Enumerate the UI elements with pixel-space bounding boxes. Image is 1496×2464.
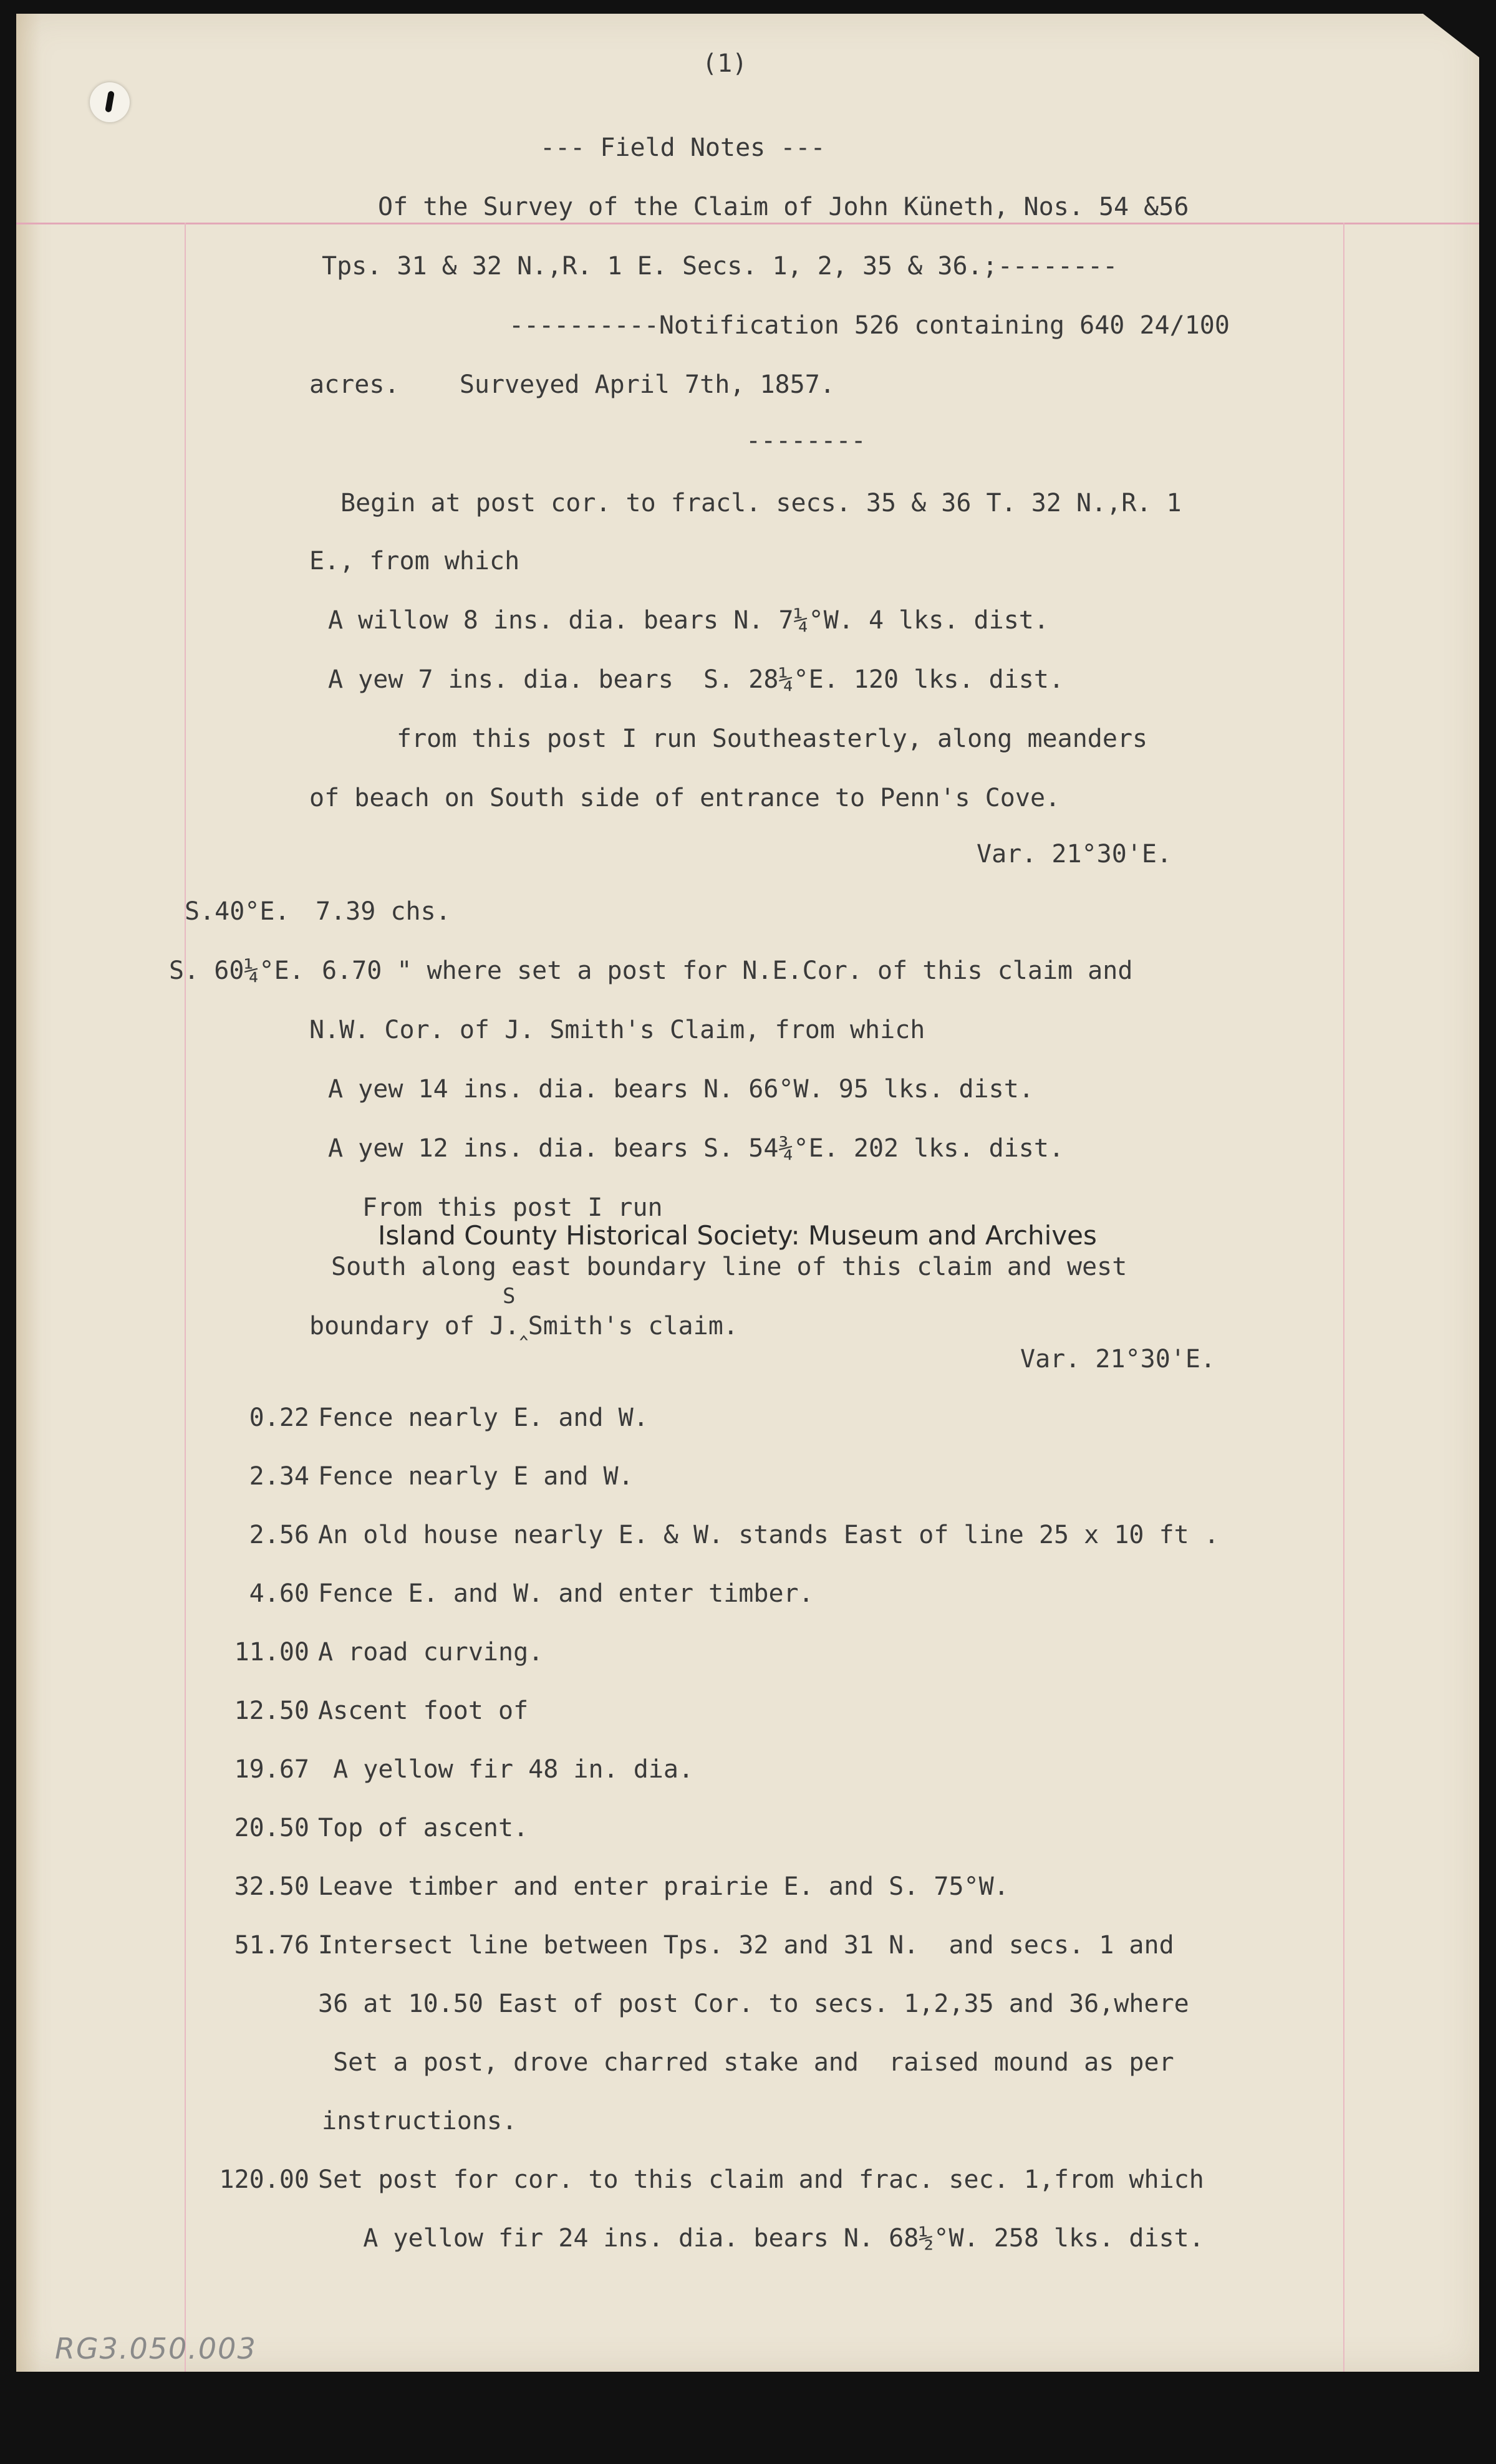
- entry-distance: 2.34: [249, 1462, 309, 1491]
- entry-text: Fence E. and W. and enter timber.: [318, 1579, 814, 1608]
- text-line: from this post I run Southeasterly, along meanders: [397, 724, 1148, 753]
- text-line: A yew 14 ins. dia. bears N. 66°W. 95 lks. dist.: [328, 1075, 1034, 1104]
- text-line: South along east boundary line of this claim and west: [331, 1253, 1127, 1281]
- header-line-4: acres. Surveyed April 7th, 1857.: [309, 370, 835, 399]
- header-line-1: Of the Survey of the Claim of John Küneth, Nos. 54 &56: [378, 193, 1189, 221]
- ruled-header-line: [16, 223, 1479, 224]
- variation-note: Var. 21°30'E.: [1020, 1345, 1216, 1374]
- entry-text: Top of ascent.: [318, 1814, 529, 1842]
- text-line: of beach on South side of entrance to Penn's Cove.: [309, 784, 1061, 812]
- entry-distance: 20.50: [234, 1814, 309, 1842]
- entry-distance: 2.56: [249, 1521, 309, 1549]
- entry-text: Set a post, drove charred stake and raised mound as per: [318, 2048, 1174, 2077]
- entry-text: A yellow fir 48 in. dia.: [318, 1755, 694, 1784]
- caret-insertion: S: [503, 1284, 516, 1309]
- archive-watermark: Island County Historical Society: Museum and Archives: [378, 1220, 1097, 1251]
- entry-text: Set post for cor. to this claim and frac. sec. 1,from which: [318, 2165, 1204, 2194]
- entry-text: A road curving.: [318, 1638, 544, 1667]
- entry-text: A yellow fir 24 ins. dia. bears N. 68½°W. 258 lks. dist.: [318, 2224, 1204, 2253]
- bearing-label: S. 60¼°E.: [169, 956, 304, 985]
- entry-text: Intersect line between Tps. 32 and 31 N. and secs. 1 and: [318, 1931, 1174, 1960]
- text-line: 6.70 " where set a post for N.E.Cor. of this claim and: [322, 956, 1133, 985]
- entry-distance: 0.22: [249, 1403, 309, 1432]
- entry-text: An old house nearly E. & W. stands East of line 25 x 10 ft .: [318, 1521, 1219, 1549]
- text-line: From this post I run: [362, 1193, 663, 1222]
- left-margin-rule: [185, 223, 186, 2372]
- text-line: Begin at post cor. to fracl. secs. 35 & 36 T. 32 N.,R. 1: [340, 489, 1182, 517]
- entry-text: Ascent foot of: [318, 1696, 529, 1725]
- entry-text: Fence nearly E and W.: [318, 1462, 634, 1491]
- document-title: --- Field Notes ---: [540, 133, 826, 162]
- text-line: boundary of J.‸Smith's claim.: [309, 1312, 738, 1340]
- text-line: E., from which: [309, 547, 520, 575]
- entry-distance: 32.50: [234, 1872, 309, 1901]
- text-line: N.W. Cor. of J. Smith's Claim, from which: [309, 1016, 925, 1044]
- entry-distance: 51.76: [234, 1931, 309, 1960]
- torn-corner: [1423, 14, 1479, 57]
- archive-reference: RG3.050.003: [55, 2332, 257, 2365]
- punch-hole-icon: [90, 82, 130, 122]
- text-line: A yew 7 ins. dia. bears S. 28¼°E. 120 lks. dist.: [328, 665, 1064, 694]
- entry-text: instructions.: [322, 2107, 518, 2135]
- entry-distance: 11.00: [234, 1638, 309, 1667]
- page-number: (1): [702, 49, 748, 78]
- entry-distance: 12.50: [234, 1696, 309, 1725]
- text-line: A willow 8 ins. dia. bears N. 7¼°W. 4 lks. dist.: [328, 606, 1049, 635]
- entry-text: Fence nearly E. and W.: [318, 1403, 649, 1432]
- bearing-label: S.40°E.: [185, 897, 290, 926]
- entry-text: Leave timber and enter prairie E. and S. 75°W.: [318, 1872, 1009, 1901]
- right-margin-rule: [1343, 223, 1344, 2372]
- text-line: A yew 12 ins. dia. bears S. 54¾°E. 202 lks. dist.: [328, 1134, 1064, 1163]
- document-page: [16, 14, 1479, 2372]
- header-divider: --------: [746, 426, 866, 455]
- entry-distance: 19.67: [234, 1755, 309, 1784]
- header-line-3: ----------Notification 526 containing 640 24/100: [509, 311, 1230, 340]
- entry-distance: 120.00: [219, 2165, 309, 2194]
- header-line-2: Tps. 31 & 32 N.,R. 1 E. Secs. 1, 2, 35 & 36.;--------: [322, 252, 1118, 281]
- entry-distance: 4.60: [249, 1579, 309, 1608]
- entry-text: 36 at 10.50 East of post Cor. to secs. 1,2,35 and 36,where: [318, 1990, 1189, 2018]
- paper-edge-stain: [16, 14, 41, 2372]
- variation-note: Var. 21°30'E.: [977, 840, 1172, 869]
- text-line: 7.39 chs.: [316, 897, 451, 926]
